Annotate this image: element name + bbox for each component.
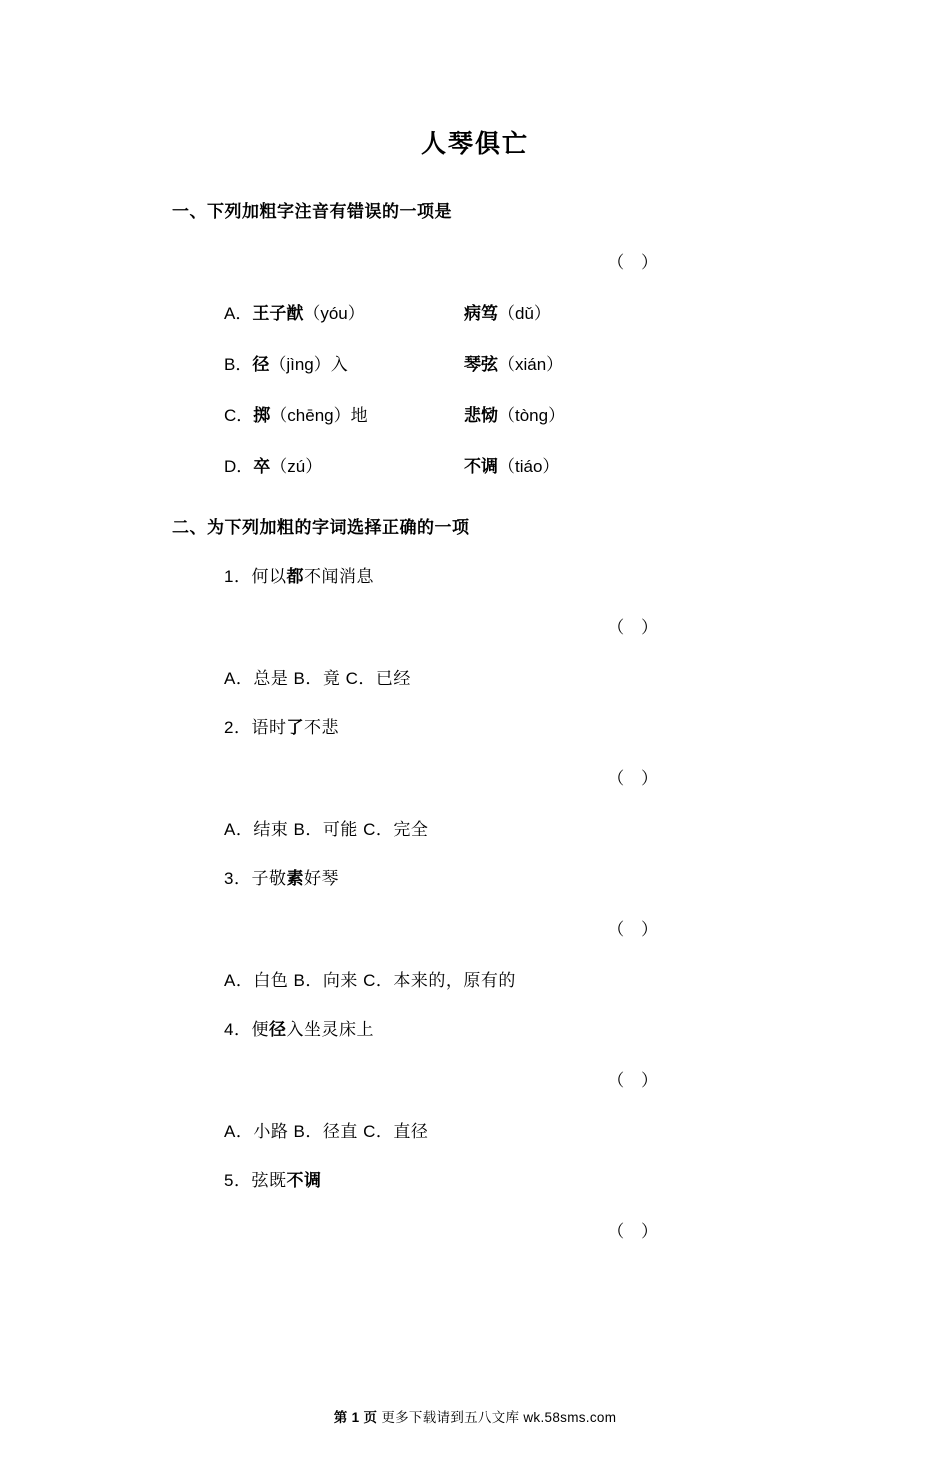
pinyin-right-word-b: 琴弦 [464, 354, 498, 374]
pinyin-right-c [464, 401, 565, 426]
pinyin-left-word-b: 径 [252, 354, 270, 374]
question-5-keyword: 不调 [286, 1170, 322, 1190]
question-1-number: 1． [224, 566, 252, 586]
question-5-pre: 弦既 [251, 1170, 287, 1190]
question-4-options[interactable]: A．小路 B．径直 C．直径 [224, 1121, 429, 1141]
pinyin-row-c [224, 401, 840, 426]
pinyin-left-b [224, 350, 464, 375]
question-2-stem [224, 713, 840, 738]
pinyin-left-tail-b: 入 [330, 354, 348, 374]
pinyin-row-d [224, 452, 840, 477]
pinyin-right-reading-a: （dǔ） [498, 303, 551, 323]
document-page [0, 128, 950, 1472]
option-label-b: B． [224, 354, 253, 374]
pinyin-left-reading-d: （zú） [270, 456, 323, 476]
question-2-post: 不悲 [303, 717, 339, 737]
pinyin-left-reading-c: （chēng） [270, 405, 351, 425]
answer-slot-question-2[interactable]: （ ） [607, 768, 664, 788]
pinyin-left-word-a: 王子猷 [252, 303, 304, 323]
pinyin-left-d [224, 452, 464, 477]
answer-slot-section-1[interactable]: （ ） [607, 252, 664, 272]
question-4-post: 入坐灵床上 [286, 1019, 374, 1039]
question-3-number: 3． [224, 868, 252, 888]
footer-note: 更多下载请到五八文库 wk.58sms.com [381, 1410, 617, 1425]
section-heading-2: 二、为下列加粗的字词选择正确的一项 [172, 517, 470, 537]
pinyin-left-c [224, 401, 464, 426]
pinyin-left-word-c: 掷 [253, 405, 271, 425]
option-label-c: C． [224, 405, 254, 425]
pinyin-row-a [224, 299, 840, 324]
pinyin-right-reading-b: （xián） [498, 354, 564, 374]
answer-slot-question-4[interactable]: （ ） [607, 1070, 664, 1090]
page-footer [0, 1406, 950, 1426]
question-1-stem [224, 562, 840, 587]
question-4-pre: 便 [251, 1019, 269, 1039]
pinyin-left-reading-b: （jìng） [269, 354, 331, 374]
pinyin-left-reading-a: （yóu） [303, 303, 365, 323]
pinyin-left-tail-c: 地 [350, 405, 368, 425]
pinyin-right-b [464, 350, 563, 375]
question-2-options[interactable]: A．结束 B．可能 C．完全 [224, 819, 429, 839]
pinyin-right-word-d: 不调 [464, 456, 498, 476]
answer-slot-question-5[interactable]: （ ） [607, 1221, 664, 1241]
option-label-a: A． [224, 303, 253, 323]
question-1-keyword: 都 [286, 566, 304, 586]
answer-slot-question-3[interactable]: （ ） [607, 919, 664, 939]
answer-slot-question-1[interactable]: （ ） [607, 617, 664, 637]
question-1-post: 不闻消息 [303, 566, 374, 586]
question-2-number: 2． [224, 717, 252, 737]
pinyin-right-reading-c: （tòng） [498, 405, 566, 425]
question-1-pre: 何以 [251, 566, 287, 586]
pinyin-left-a [224, 299, 464, 324]
question-5-number: 5． [224, 1170, 252, 1190]
question-3-stem [224, 864, 840, 889]
question-3-options[interactable]: A．白色 B．向来 C．本来的，原有的 [224, 970, 516, 990]
question-4-stem [224, 1015, 840, 1040]
question-2-pre: 语时 [251, 717, 287, 737]
page-title: 人琴俱亡 [420, 130, 529, 158]
pinyin-right-word-c: 悲恸 [464, 405, 498, 425]
question-4-number: 4． [224, 1019, 252, 1039]
question-3-keyword: 素 [286, 868, 304, 888]
question-2-keyword: 了 [286, 717, 304, 737]
section-heading-1: 一、下列加粗字注音有错误的一项是 [172, 201, 452, 221]
question-4-keyword: 径 [268, 1019, 287, 1039]
pinyin-right-reading-d: （tiáo） [498, 456, 560, 476]
pinyin-left-word-d: 卒 [253, 456, 271, 476]
option-label-d: D． [224, 456, 254, 476]
question-3-pre: 子敬 [251, 868, 287, 888]
pinyin-row-b [224, 350, 840, 375]
question-5-stem [224, 1166, 840, 1191]
question-3-post: 好琴 [303, 868, 339, 888]
pinyin-right-d [464, 452, 559, 477]
pinyin-right-word-a: 病笃 [464, 303, 498, 323]
question-1-options[interactable]: A．总是 B．竟 C．已经 [224, 668, 411, 688]
pinyin-right-a [464, 299, 551, 324]
page-number: 第 1 页 [333, 1410, 378, 1425]
